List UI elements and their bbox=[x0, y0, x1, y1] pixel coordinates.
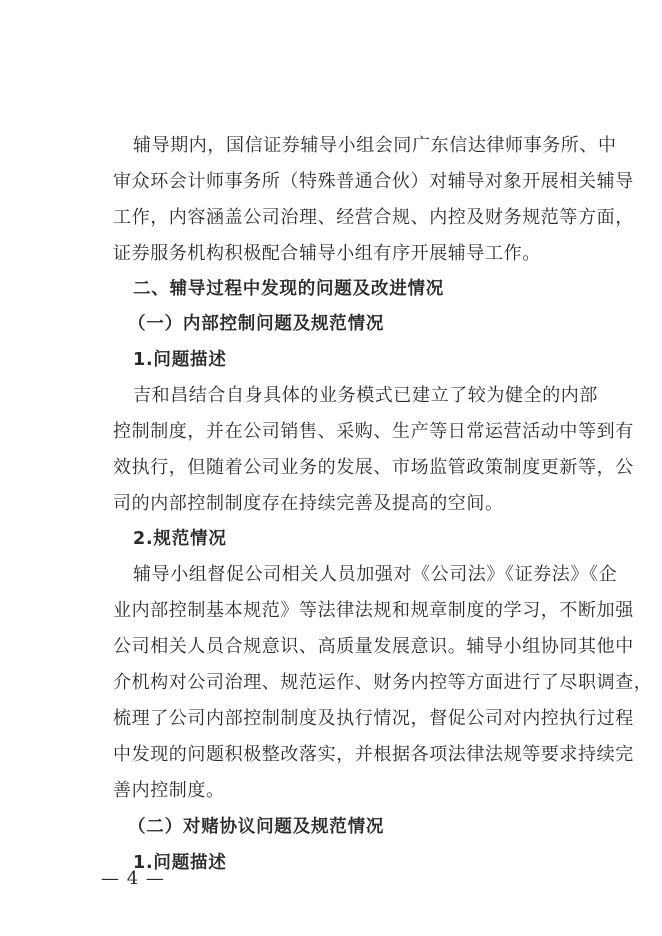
paragraph-line: 辅导期内，国信证券辅导小组会同广东信达律师事务所、中 bbox=[133, 135, 617, 156]
paragraph-line: 梳理了公司内部控制制度及执行情况，督促公司对内控执行过程 bbox=[113, 708, 634, 729]
page-number: — 4 — bbox=[101, 868, 165, 889]
paragraph-line: 介机构对公司治理、规范运作、财务内控等方面进行了尽职调查， bbox=[113, 672, 653, 693]
paragraph-line: 中发现的问题积极整改落实，并根据各项法律法规等要求持续完 bbox=[113, 744, 634, 765]
paragraph-line: 辅导小组督促公司相关人员加强对《公司法》《证券法》《企 bbox=[133, 564, 618, 585]
paragraph-line: 控制制度，并在公司销售、采购、生产等日常运营活动中等到有 bbox=[113, 421, 634, 442]
paragraph-line: 吉和昌结合自身具体的业务模式已建立了较为健全的内部 bbox=[133, 385, 598, 406]
paragraph-line: 审众环会计师事务所（特殊普通合伙）对辅导对象开展相关辅导 bbox=[113, 171, 634, 192]
item-heading: 2.规范情况 bbox=[133, 529, 227, 549]
item-heading: 1.问题描述 bbox=[133, 350, 227, 370]
item-heading: 1.问题描述 bbox=[133, 853, 227, 873]
subsection-heading: （二）对赌协议问题及规范情况 bbox=[128, 817, 385, 837]
section-heading: 二、辅导过程中发现的问题及改进情况 bbox=[133, 279, 445, 299]
paragraph-line: 工作，内容涵盖公司治理、经营合规、内控及财务规范等方面， bbox=[113, 207, 634, 228]
paragraph-line: 证券服务机构积极配合辅导小组有序开展辅导工作。 bbox=[113, 243, 541, 264]
paragraph-line: 效执行，但随着公司业务的发展、市场监管政策制度更新等，公 bbox=[113, 457, 634, 478]
subsection-heading: （一）内部控制问题及规范情况 bbox=[128, 314, 385, 334]
paragraph-line: 业内部控制基本规范》等法律法规和规章制度的学习，不断加强 bbox=[113, 600, 634, 621]
paragraph-line: 司的内部控制制度存在持续完善及提高的空间。 bbox=[113, 493, 504, 514]
paragraph-line: 善内控制度。 bbox=[113, 780, 225, 801]
paragraph-line: 公司相关人员合规意识、高质量发展意识。辅导小组协同其他中 bbox=[113, 636, 634, 657]
